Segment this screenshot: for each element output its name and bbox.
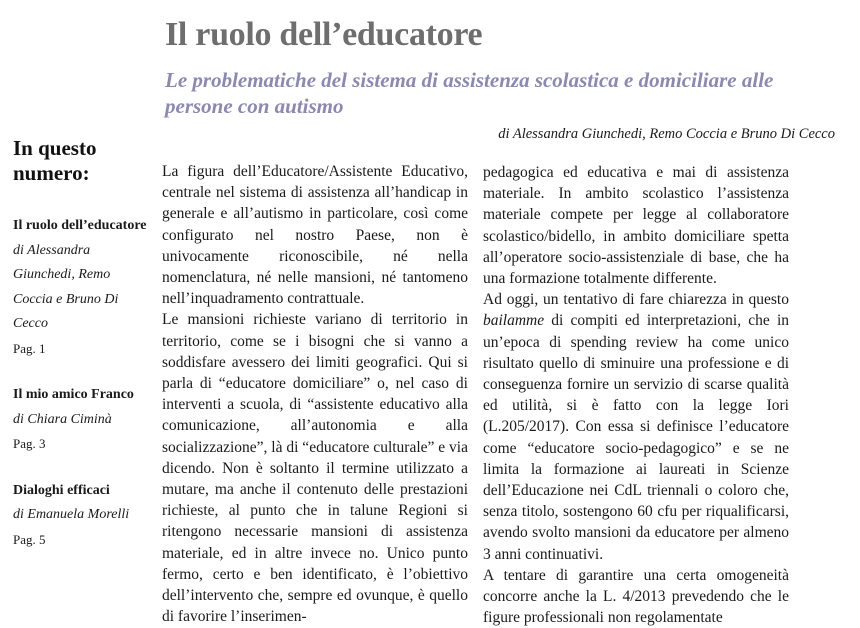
body-text: di compiti ed interpretazioni, che in un’epoca di spending review ha come unico risultato quello di sminuire una professione e di conseguenza fornire un servizio di scarse qualità ed utilità, si è fatto con la legge Iori (L.205/2017). Con essa si definisce l’educatore come “educatore socio-pedagogico” e se ne limita la formazione ai laureati in Scienze dell’Educazione nei CdL triennali o coloro che, senza titolo, sostengono 60 cfu per riqualificarsi, avendo svolto mansioni da educatore per almeno 3 anni continuativi.: [483, 312, 789, 563]
article-subtitle: Le problematiche del sistema di assistenza scolastica e domiciliare alle persone con autismo: [165, 68, 774, 118]
body-text-italic: bailamme: [483, 312, 545, 330]
body-column-left: [162, 161, 468, 627]
toc-heading: In questo numero:: [13, 136, 97, 185]
body-paragraph: [483, 289, 789, 565]
body-paragraph: Le mansioni richieste variano di territorio in territorio, come se i bisogni che si vanno a soddisfare avessero dei limiti geografici. Qui si parla di “educatore domiciliare” o, nel caso di interventi a scuola, di “assistente educativo alla comunicazione, all’autonomia e alla socializzazione”, là di “educatore culturale” e via dicendo. Non è soltanto il termine utilizzato a mutare, ma anche il contenuto delle prestazioni richieste, al punto che in talune Regioni si ritengono necessarie mansioni di assistenza materiale, ed in altre invece no. Unico punto fermo, certo e ben identificato, è l’obiettivo dell’intervento che, sempre ed ovunque, è quello di favorire l’inserimen-: [162, 311, 468, 626]
toc-entry-page: Pag. 1: [13, 340, 46, 356]
body-text: Ad oggi, un tentativo di fare chiarezza in questo: [483, 291, 789, 309]
toc-entry-page: Pag. 3: [13, 436, 46, 451]
body-paragraph: A tentare di garantire una certa omogeneità concorre anche la L. 4/2013 prevedendo che le figure professionali non regolamentate: [483, 566, 789, 627]
body-paragraph: pedagogica ed educativa e mai di assistenza materiale. In ambito scolastico l’assistenza materiale compete per legge al collaboratore scolastico/bidello, in ambito domiciliare spetta all’operatore socio-assistenziale di base, che ha una formazione totalmente differente.: [483, 164, 789, 288]
toc-entry-author: di Emanuela Morelli: [13, 507, 130, 522]
toc-entry[interactable]: [13, 383, 153, 457]
toc-entry-title[interactable]: Il mio amico Franco: [13, 387, 134, 402]
body-column-right: [483, 162, 789, 628]
toc-entry-page: Pag. 5: [13, 531, 46, 547]
toc-entry-title[interactable]: Dialoghi efficaci: [13, 482, 110, 498]
body-paragraph: La figura dell’Educatore/Assistente Educativo, centrale nel sistema di assistenza all’handicap in generale e all’autismo in particolare, così come configurato nel nostro Paese, non è univocamente riconoscibile, né nella nomenclatura, né nelle mansioni, né tantomeno nell’inquadramento contrattuale.: [162, 163, 468, 308]
toc-entry-title[interactable]: Il ruolo dell’educatore: [13, 218, 147, 233]
article-title: Il ruolo dell’educatore: [165, 16, 483, 53]
article-byline: di Alessandra Giunchedi, Remo Coccia e Bruno Di Cecco: [498, 126, 835, 142]
toc-sidebar: [13, 136, 153, 574]
toc-entry-author: di Chiara Ciminà: [13, 411, 112, 427]
toc-entry[interactable]: [13, 479, 153, 553]
toc-entry-author: di Alessandra Giunchedi, Remo Coccia e Bruno Di Cecco: [13, 242, 119, 331]
toc-entry[interactable]: [13, 214, 153, 361]
